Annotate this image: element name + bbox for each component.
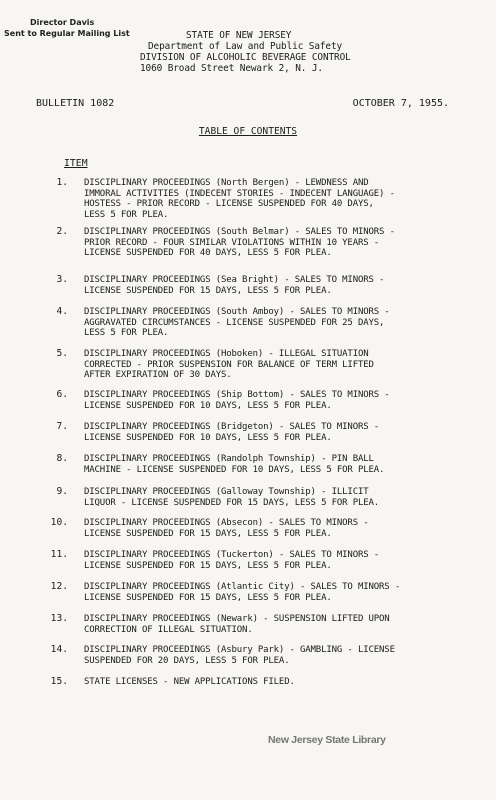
toc-item-number: 4. [56, 306, 68, 317]
toc-item-line: MACHINE - LICENSE SUSPENDED FOR 10 DAYS, LESS 5 FOR PLEA. [84, 464, 385, 475]
toc-item [0, 453, 496, 475]
toc-item-line: DISCIPLINARY PROCEEDINGS (Hoboken) - ILLEGAL SITUATION [84, 349, 369, 359]
toc-item-line: DISCIPLINARY PROCEEDINGS (Absecon) - SALES TO MINORS - [84, 518, 369, 528]
toc-item-number: 12. [50, 581, 68, 592]
toc-item [0, 613, 496, 635]
toc-item-line: PRIOR RECORD - FOUR SIMILAR VIOLATIONS WITHIN 10 YEARS - [84, 237, 380, 248]
toc-item-text [84, 645, 486, 666]
toc-item-line: LICENSE SUSPENDED FOR 10 DAYS, LESS 5 FOR PLEA. [84, 400, 332, 411]
toc-item-line: LICENSE SUSPENDED FOR 10 DAYS, LESS 5 FOR PLEA. [84, 432, 332, 443]
toc-item-line: LICENSE SUSPENDED FOR 15 DAYS, LESS 5 FOR PLEA. [84, 592, 332, 603]
toc-item-line: STATE LICENSES - NEW APPLICATIONS FILED. [84, 677, 295, 687]
toc-item-number: 6. [56, 389, 68, 400]
toc-item-line: DISCIPLINARY PROCEEDINGS (Tuckerton) - SALES TO MINORS - [84, 550, 380, 560]
toc-item-line: LIQUOR - LICENSE SUSPENDED FOR 15 DAYS, LESS 5 FOR PLEA. [84, 497, 380, 508]
toc-item-line: DISCIPLINARY PROCEEDINGS (South Amboy) - SALES TO MINORS - [84, 307, 390, 317]
toc-item [0, 306, 496, 339]
toc-item-line: DISCIPLINARY PROCEEDINGS (Bridgeton) - SALES TO MINORS - [84, 422, 380, 432]
toc-item-line: SUSPENDED FOR 20 DAYS, LESS 5 FOR PLEA. [84, 655, 290, 666]
toc-item-text [84, 677, 486, 688]
toc-item-number: 15. [50, 676, 68, 687]
toc-item-number: 5. [56, 348, 68, 359]
toc-item-line: LICENSE SUSPENDED FOR 15 DAYS, LESS 5 FOR PLEA. [84, 285, 332, 296]
stamp-line-director: Director Davis [30, 18, 95, 27]
toc-item-number: 7. [56, 421, 68, 432]
toc-item-text [84, 390, 486, 411]
toc-item-text [84, 178, 486, 220]
toc-item-line: DISCIPLINARY PROCEEDINGS (Ship Bottom) - SALES TO MINORS - [84, 390, 390, 400]
toc-item-line: DISCIPLINARY PROCEEDINGS (Atlantic City) - SALES TO MINORS - [84, 582, 401, 592]
item-column-heading: ITEM [64, 158, 88, 169]
toc-item [0, 177, 496, 220]
letterhead-department: Department of Law and Public Safety [148, 41, 343, 52]
toc-item-text [84, 307, 486, 339]
toc-item [0, 274, 496, 296]
toc-item [0, 486, 496, 508]
toc-item-line: LICENSE SUSPENDED FOR 15 DAYS, LESS 5 FOR PLEA. [84, 560, 332, 571]
toc-item [0, 517, 496, 539]
toc-item-line: CORRECTION OF ILLEGAL SITUATION. [84, 624, 253, 635]
letterhead-address: 1060 Broad Street Newark 2, N. J. [140, 63, 323, 74]
toc-item [0, 677, 496, 687]
toc-item-line: LICENSE SUSPENDED FOR 40 DAYS, LESS 5 FOR PLEA. [84, 248, 332, 259]
toc-item-line: AGGRAVATED CIRCUMSTANCES - LICENSE SUSPENDED FOR 25 DAYS, [84, 317, 385, 328]
toc-item-line: DISCIPLINARY PROCEEDINGS (Newark) - SUSPENSION LIFTED UPON [84, 614, 390, 624]
toc-title: TABLE OF CONTENTS [198, 126, 298, 137]
toc-item-line: DISCIPLINARY PROCEEDINGS (Galloway Township) - ILLICIT [84, 487, 369, 497]
toc-item-number: 13. [50, 613, 68, 624]
toc-item-text [84, 550, 486, 571]
toc-item-text [84, 227, 486, 259]
toc-item-line: DISCIPLINARY PROCEEDINGS (Asbury Park) - GAMBLING - LICENSE [84, 645, 395, 655]
toc-item-line: LESS 5 FOR PLEA. [84, 209, 169, 220]
toc-item-number: 9. [56, 486, 68, 497]
toc-item-line: LICENSE SUSPENDED FOR 15 DAYS, LESS 5 FOR PLEA. [84, 528, 332, 539]
toc-item-line: LESS 5 FOR PLEA. [84, 328, 169, 339]
toc-item-text [84, 275, 486, 296]
toc-item [0, 226, 496, 259]
distribution-stamp [4, 17, 130, 39]
toc-item-text [84, 349, 486, 381]
toc-item-number: 11. [50, 549, 68, 560]
bulletin-number: BULLETIN 1082 [36, 98, 115, 109]
toc-item-line: IMMORAL ACTIVITIES (INDECENT STORIES - INDECENT LANGUAGE) - [84, 188, 395, 199]
toc-item [0, 421, 496, 443]
stamp-line-mailing: Sent to Regular Mailing List [4, 29, 130, 38]
toc-item-text [84, 582, 486, 603]
toc-item-number: 14. [50, 644, 68, 655]
toc-item-line: DISCIPLINARY PROCEEDINGS (Sea Bright) - SALES TO MINORS - [84, 275, 385, 285]
bulletin-date: OCTOBER 7, 1955. [352, 98, 449, 109]
toc-item [0, 348, 496, 381]
toc-item [0, 389, 496, 411]
letterhead [140, 30, 420, 74]
toc-item-text [84, 614, 486, 635]
toc-item-line: HOSTESS - PRIOR RECORD - LICENSE SUSPENDED FOR 40 DAYS, [84, 199, 374, 210]
toc-item-number: 2. [56, 226, 68, 237]
toc-item [0, 549, 496, 571]
toc-item-number: 1. [56, 177, 68, 188]
letterhead-division: DIVISION OF ALCOHOLIC BEVERAGE CONTROL [140, 52, 351, 63]
toc-item-line: DISCIPLINARY PROCEEDINGS (South Belmar) - SALES TO MINORS - [84, 227, 395, 237]
letterhead-state: STATE OF NEW JERSEY [186, 30, 292, 41]
toc-item-number: 10. [50, 517, 68, 528]
library-stamp: New Jersey State Library [268, 734, 386, 746]
toc-item-number: 3. [56, 274, 68, 285]
toc-item [0, 644, 496, 666]
toc-item-text [84, 487, 486, 508]
toc-item-line: DISCIPLINARY PROCEEDINGS (Randolph Township) - PIN BALL [84, 454, 374, 464]
toc-item-text [84, 422, 486, 443]
toc-item-line: DISCIPLINARY PROCEEDINGS (North Bergen) - LEWDNESS AND [84, 178, 369, 188]
toc-item-text [84, 454, 486, 475]
toc-item-line: CORRECTED - PRIOR SUSPENSION FOR BALANCE OF TERM LIFTED [84, 359, 374, 370]
toc-item-number: 8. [56, 453, 68, 464]
toc-item-line: AFTER EXPIRATION OF 30 DAYS. [84, 370, 232, 381]
toc-item [0, 581, 496, 603]
toc-item-text [84, 518, 486, 539]
